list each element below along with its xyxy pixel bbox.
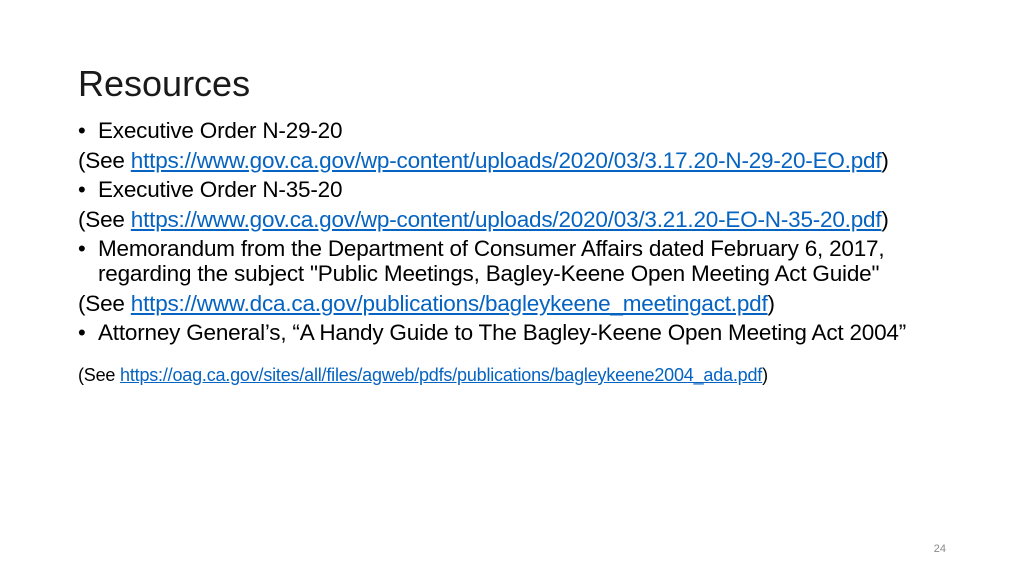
attorney-general-guide-link[interactable]: https://oag.ca.gov/sites/all/files/agweb/pdfs/publications/bagleykeene2004_ada.pdf — [120, 365, 763, 385]
resources-list — [78, 114, 958, 387]
list-item-executive-order-n-35-20 — [78, 177, 958, 202]
see-prefix: (See — [78, 365, 121, 385]
bullet-text: Attorney General’s, “A Handy Guide to The Bagley-Keene Open Meeting Act 2004” — [98, 320, 907, 345]
bullet-text: Memorandum from the Department of Consumer Affairs dated February 6, 2017, regarding the subject "Public Meetings, Bagley-Keene Open Meeting Act Guide" — [98, 236, 885, 286]
bullet-icon: • — [78, 118, 86, 143]
see-suffix: ) — [767, 291, 775, 316]
list-item-attorney-general-guide — [78, 320, 958, 345]
slide-title: Resources — [78, 63, 251, 104]
list-item-dca-memorandum — [78, 236, 958, 286]
bullet-text: Executive Order N-35-20 — [98, 177, 343, 202]
see-suffix: ) — [762, 365, 768, 385]
source-reference — [78, 148, 958, 173]
bullet-text: Executive Order N-29-20 — [98, 118, 343, 143]
see-suffix: ) — [881, 148, 889, 173]
bullet-icon: • — [78, 320, 86, 345]
source-reference — [78, 291, 958, 316]
page-number: 24 — [933, 543, 946, 555]
executive-order-n-29-20-link[interactable]: https://www.gov.ca.gov/wp-content/uploads/2020/03/3.17.20-N-29-20-EO.pdf — [130, 148, 882, 173]
bullet-icon: • — [78, 177, 86, 202]
executive-order-n-35-20-link[interactable]: https://www.gov.ca.gov/wp-content/uploads/2020/03/3.21.20-EO-N-35-20.pdf — [130, 207, 882, 232]
source-reference — [78, 363, 958, 387]
source-reference — [78, 207, 958, 232]
dca-memorandum-link[interactable]: https://www.dca.ca.gov/publications/bagleykeene_meetingact.pdf — [130, 291, 768, 316]
see-suffix: ) — [881, 207, 889, 232]
see-prefix: (See — [78, 148, 131, 173]
see-prefix: (See — [78, 207, 131, 232]
see-prefix: (See — [78, 291, 131, 316]
bullet-icon: • — [78, 236, 86, 261]
list-item-executive-order-n-29-20 — [78, 118, 958, 143]
